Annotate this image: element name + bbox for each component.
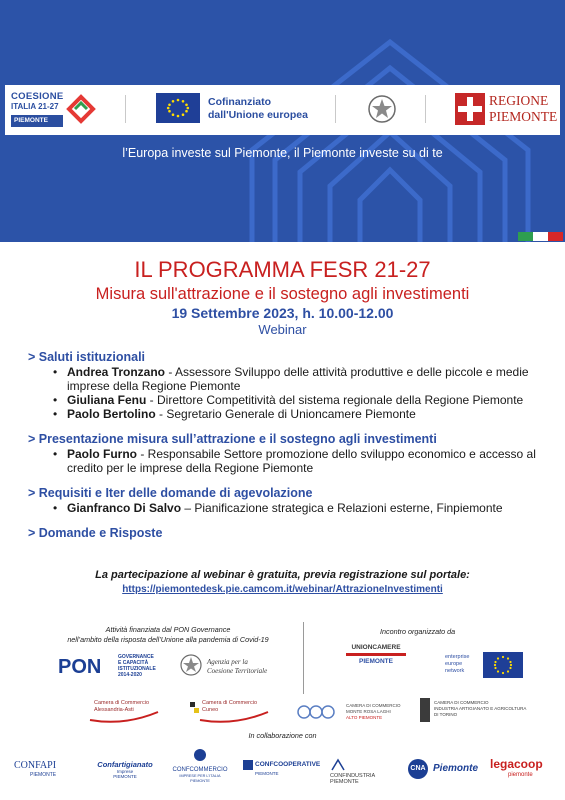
- agenda-heading: > Domande e Risposte: [28, 526, 163, 540]
- cofinanziato-line2: dall'Unione europea: [208, 109, 308, 121]
- collaboration-text: In collaborazione con: [248, 731, 317, 740]
- een-line1: enterprise: [445, 654, 470, 660]
- cna-mark: CNA: [408, 759, 428, 779]
- confcooperative-line2: PIEMONTE: [255, 771, 279, 776]
- confcommercio-line2: IMPRESE PER L'ITALIA: [179, 774, 221, 778]
- agenda-item: [28, 501, 548, 515]
- confcommercio-line1: CONFCOMMERCIO: [172, 767, 228, 773]
- agenda-heading: > Requisiti e Iter delle domande di agevolazione: [28, 486, 313, 500]
- een-line2: europe: [445, 661, 463, 667]
- confapi-line1: CONFAPI: [14, 760, 57, 771]
- confindustria-line1: CONFINDUSTRIA: [330, 773, 376, 779]
- camera-cn-line1: Camera di Commercio: [202, 700, 258, 706]
- event-date: 19 Settembre 2023, h. 10.00-12.00: [171, 305, 394, 321]
- camera-to-line1: CAMERA DI COMMERCIO: [434, 700, 489, 705]
- agenda-heading: > Saluti istituzionali: [28, 350, 146, 364]
- logo-separator: [335, 95, 336, 123]
- camera-cn-line2: Cuneo: [202, 707, 219, 713]
- unioncamere-line2: PIEMONTE: [359, 658, 393, 665]
- agenda: [28, 350, 548, 551]
- funding-text: [38, 625, 298, 645]
- eu-flag-icon: [156, 93, 200, 123]
- agenzia-line1: Agenzia per la: [207, 658, 248, 666]
- cna-piemonte-logo: [408, 759, 483, 781]
- confindustria-mark-icon: [330, 758, 346, 772]
- speaker-name: Paolo Bertolino: [67, 407, 156, 421]
- coesione-line1: COESIONE: [11, 91, 64, 102]
- speaker-role: – Pianificazione strategica e Relazioni esterne, Finpiemonte: [181, 501, 503, 515]
- camera-torino-logo: [420, 698, 540, 724]
- speaker-role: - Responsabile Settore promozione dello sviluppo economico e accesso al credito per le imprese della Regione Piemonte: [67, 447, 536, 475]
- bullet-icon: •: [53, 393, 58, 407]
- camera-mr-line1: CAMERA DI COMMERCIO: [346, 703, 401, 708]
- agenda-section: [28, 526, 548, 540]
- confartigianato-line3: PIEMONTE: [113, 774, 137, 779]
- footer: [0, 618, 565, 800]
- agenzia-line2: Coesione Territoriale: [207, 667, 268, 675]
- pon-line2: E CAPACITÀ: [118, 660, 149, 666]
- camera-al-line1: Camera di Commercio: [94, 700, 150, 706]
- speaker-role: - Assessore Sviluppo delle attività produttive e delle piccole e medie imprese della Regione Piemonte: [67, 365, 529, 393]
- pon-line3: ISTITUZIONALE: [118, 666, 156, 672]
- pon-line1: GOVERNANCE: [118, 654, 154, 660]
- confcommercio-mark-icon: [192, 748, 208, 762]
- speaker-name: Paolo Furno: [67, 447, 137, 461]
- agenda-heading: > Presentazione misura sull’attrazione e il sostegno agli investimenti: [28, 432, 437, 446]
- cna-line2: Piemonte: [433, 763, 479, 774]
- logo-strip: [5, 85, 560, 135]
- footer-separator: [303, 622, 304, 694]
- camera-to-line2: INDUSTRIA ARTIGIANATO E AGRICOLTURA: [434, 706, 527, 711]
- eu-flag-icon: [483, 652, 523, 678]
- italian-republic-emblem-icon: [180, 653, 202, 677]
- legacoop-line1: legacoop: [490, 757, 543, 771]
- regione-piemonte-logo: [455, 91, 559, 127]
- funding-line1: Attività finanziata dal PON Governance: [105, 625, 231, 634]
- bullet-icon: •: [53, 501, 58, 515]
- pon-governance-logo: [58, 654, 163, 680]
- agenda-section: [28, 432, 548, 475]
- coesione-italia-logo: [9, 89, 101, 131]
- confcooperative-logo: [243, 760, 319, 782]
- agenda-item: [28, 393, 548, 407]
- event-subtitle: Misura sull'attrazione e il sostegno agli investimenti: [95, 285, 470, 303]
- logo-separator: [125, 95, 126, 123]
- camera-to-mark: [420, 698, 430, 722]
- event-title: IL PROGRAMMA FESR 21-27: [134, 257, 431, 282]
- bullet-icon: •: [53, 447, 58, 461]
- speaker-name: Giuliana Fenu: [67, 393, 147, 407]
- confartigianato-line1: Confartigianato: [97, 760, 153, 769]
- confapi-line2: PIEMONTE: [30, 772, 57, 778]
- camera-mr-line2: MONTE ROSA LAGHI: [346, 709, 391, 714]
- regione-shield-icon: [455, 93, 485, 125]
- regione-line2: PIEMONTE: [489, 109, 558, 124]
- speaker-name: Andrea Tronzano: [67, 365, 166, 379]
- agenzia-coesione-logo: [207, 655, 279, 679]
- bullet-icon: •: [53, 407, 58, 421]
- confindustria-line2: PIEMONTE: [330, 779, 359, 785]
- camera-al-line2: Alessandria-Asti: [94, 707, 134, 713]
- camera-to-line3: DI TORINO: [434, 712, 458, 717]
- hero-banner: [0, 0, 565, 242]
- confcooperative-line1: CONFCOOPERATIVE: [255, 761, 321, 768]
- legacoop-logo: [490, 758, 560, 784]
- confapi-logo: [14, 760, 82, 782]
- coesione-badge: PIEMONTE: [11, 115, 63, 127]
- confartigianato-line2: Imprese: [116, 769, 134, 774]
- cofinanziato-text: [208, 96, 308, 122]
- italian-republic-emblem-icon: [367, 93, 397, 125]
- confcommercio-logo: [165, 748, 235, 786]
- een-line3: network: [445, 668, 465, 674]
- agenda-section: [28, 486, 548, 515]
- italian-flag-icon: [518, 232, 563, 241]
- confcommercio-line3: PIEMONTE: [190, 779, 210, 783]
- unioncamere-line1: UNIONCAMERE: [351, 644, 401, 651]
- coesione-mark-icon: [65, 93, 97, 125]
- coesione-line2: ITALIA 21-27: [11, 102, 59, 111]
- tagline: l’Europa investe sul Piemonte, il Piemonte investe su di te: [122, 146, 443, 160]
- camera-monte-rosa-logo: [296, 702, 408, 722]
- confindustria-logo: [330, 758, 400, 786]
- agenda-section: [28, 350, 548, 421]
- pon-mark: PON: [58, 656, 102, 678]
- unioncamere-logo: [340, 644, 412, 676]
- confartigianato-logo: [95, 754, 155, 784]
- speaker-role: - Direttore Competitività del sistema regionale della Regione Piemonte: [146, 393, 524, 407]
- speaker-name: Gianfranco Di Salvo: [67, 501, 182, 515]
- agenda-item: [28, 407, 548, 421]
- confcooperative-mark: [243, 760, 253, 770]
- organized-by-text: Incontro organizzato da: [380, 627, 456, 636]
- agenda-item: [28, 447, 548, 475]
- funding-line2: nell’ambito della risposta dell’Unione alla pandemia di Covid-19: [67, 635, 269, 644]
- bullet-icon: •: [53, 365, 58, 379]
- camera-mr-line3: ALTO PIEMONTE: [346, 715, 383, 720]
- logo-separator: [425, 95, 426, 123]
- regione-line1: REGIONE: [489, 93, 549, 108]
- registration-note: La partecipazione al webinar è gratuita, previa registrazione sul portale:: [95, 569, 470, 581]
- camera-alessandria-asti-logo: [88, 700, 160, 724]
- legacoop-line2: piemonte: [508, 772, 533, 778]
- pon-line4: 2014-2020: [118, 672, 142, 678]
- speaker-role: - Segretario Generale di Unioncamere Piemonte: [155, 407, 416, 421]
- unioncamere-bar: [346, 653, 406, 656]
- cofinanziato-line1: Cofinanziato: [208, 96, 271, 108]
- enterprise-europe-network-logo: [445, 652, 481, 678]
- registration-link[interactable]: https://piemontedesk.pie.camcom.it/webinar/AttrazioneInvestimenti: [122, 584, 443, 595]
- regione-text: [489, 93, 557, 125]
- agenda-item: [28, 365, 548, 393]
- camera-mr-rings-icon: [296, 704, 342, 720]
- event-format: Webinar: [258, 322, 307, 337]
- camera-cuneo-logo: [188, 700, 270, 724]
